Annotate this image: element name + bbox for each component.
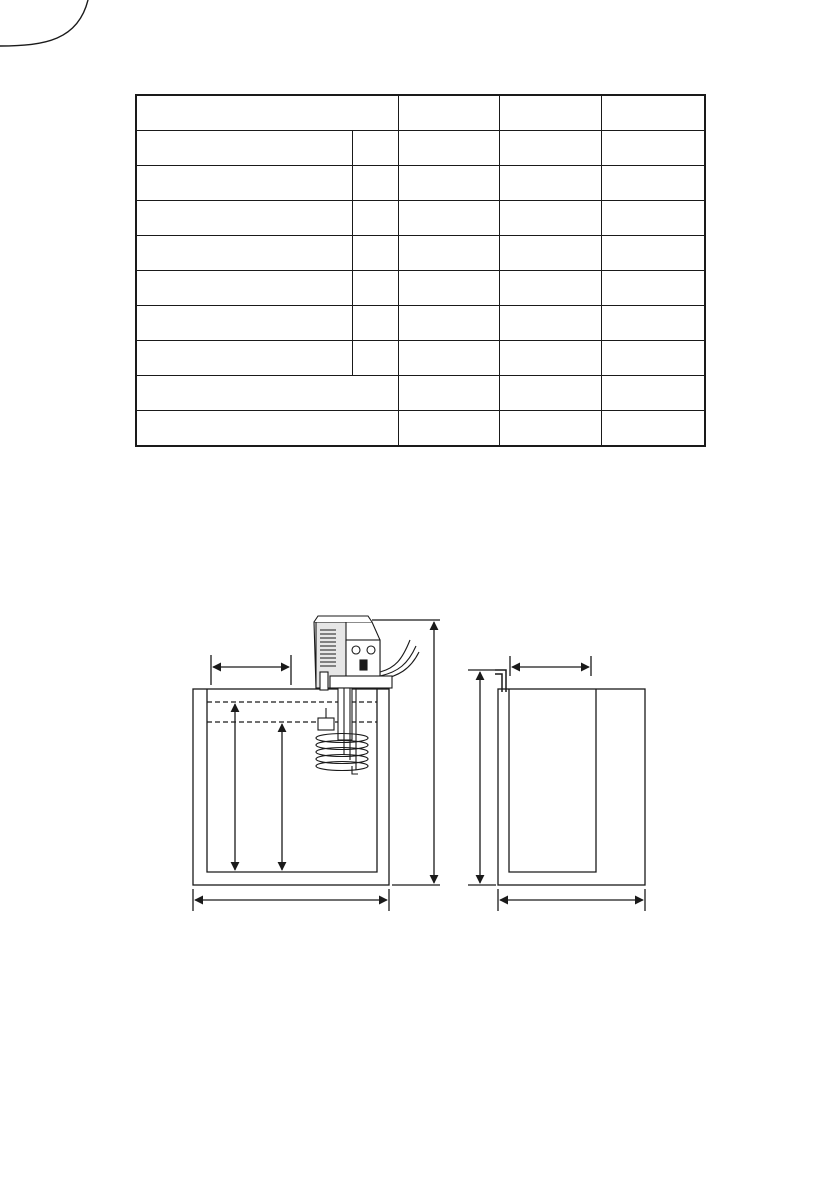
immersion-circulator-icon bbox=[314, 616, 419, 774]
bath-side-view bbox=[495, 670, 645, 885]
bath-front-view bbox=[193, 689, 389, 885]
dimension-lines bbox=[193, 620, 645, 911]
